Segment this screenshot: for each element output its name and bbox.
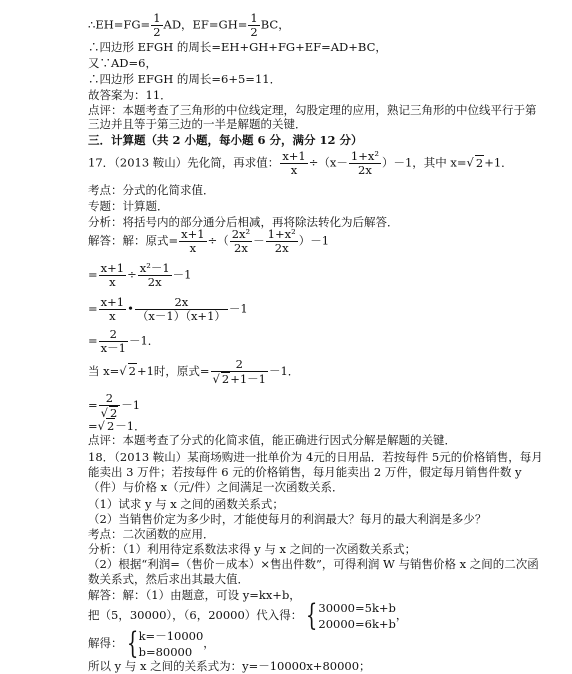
- denominator: x: [109, 275, 116, 289]
- solve-line: [88, 628, 215, 660]
- zhuanti-17: 专题：计算题．: [88, 199, 169, 213]
- fraction: [179, 228, 206, 255]
- numerator: 2: [211, 358, 268, 372]
- fraction: [151, 12, 162, 39]
- text: －1．: [128, 333, 160, 348]
- text: AD，EF=GH=: [163, 17, 248, 32]
- fraction: [211, 358, 268, 386]
- fraction: [99, 262, 126, 289]
- text: =: [88, 398, 98, 412]
- step-5: 当 x=√ 2+1时，原式= $\frac{2}{√ 2+1-1}$ －1．: [88, 357, 300, 386]
- denominator: √ 2: [100, 406, 118, 420]
- text: +1－1: [230, 372, 266, 386]
- numerator: 2x²: [231, 227, 251, 241]
- fraction: [280, 150, 307, 177]
- jieda-17: [88, 228, 329, 255]
- numerator: 1+x²: [350, 149, 379, 163]
- fraction: [99, 328, 128, 355]
- numerator: 2x: [135, 296, 228, 310]
- text: •: [127, 301, 134, 316]
- text: BC，: [260, 17, 290, 32]
- numerator: 2: [99, 328, 128, 342]
- line-perimeter: ∴四边形 EFGH 的周长=EH+GH+FG+EF=AD+BC，: [88, 40, 387, 54]
- question-18-part-1: （1）试求 y 与 x 之间的函数关系式；: [88, 497, 284, 511]
- denominator: 2: [250, 25, 258, 39]
- radicand: 2: [475, 155, 484, 170]
- text: ）－1，其中 x=: [381, 155, 467, 170]
- final-relation: 所以 y 与 x 之间的关系式为：y=－10000x+80000；: [88, 659, 371, 673]
- comment-2: 点评：本题考查了分式的化简求值，能正确进行因式分解是解题的关键．: [88, 433, 456, 447]
- text: －1: [228, 301, 248, 316]
- text: =: [88, 333, 98, 348]
- fraction: [99, 296, 126, 323]
- fenxi-18-2: （2）根据“利润=（售价－成本）×售出件数”，可得利润 W 与销售价格 x 之间的二次函数关系式，然后求出其最大值．: [88, 557, 539, 586]
- equation: 30000=5k+b: [318, 601, 396, 615]
- question-17: 17．（2013 鞍山）先化简，再求值： $\frac{x+1}{x}$ ÷（x－ $\frac{\text{1+x²}}{2x}$ ）－1，其中 x=√ 2+1．: [88, 149, 513, 177]
- line-eh-fg: [88, 12, 290, 39]
- denominator: 2x: [358, 163, 372, 177]
- text: 把（5，30000），（6，20000）代入得：: [88, 608, 303, 622]
- text: －1．: [115, 419, 146, 433]
- text: －1: [172, 267, 192, 282]
- fenxi-18-1: 分析：（1）利用待定系数法求得 y 与 x 之间的一次函数关系式；: [88, 542, 417, 556]
- numerator: 1+x²: [267, 227, 296, 241]
- numerator: x+1: [181, 227, 205, 241]
- fraction: [349, 150, 381, 177]
- text: －1: [121, 398, 141, 412]
- text: 17．（2013 鞍山）先化简，再求值：: [88, 155, 280, 170]
- denominator: x－1: [100, 341, 126, 355]
- left-brace: {: [126, 626, 138, 661]
- radicand: 2: [221, 372, 230, 386]
- step-3: [88, 296, 248, 323]
- denominator: x: [290, 163, 298, 177]
- line-ad: 又∵AD=6，: [88, 56, 157, 70]
- question-18: 18．（2013 鞍山）某商场购进一批单价为 4元的日用品．若按每件 5元的价格销售，每月能卖出 3 万件；若按每件 6 元的价格销售，每月能卖出 2 万件，假定每月销售件数 y（件）与价格 x（元/件）之间满足一次函数关系．: [88, 450, 543, 494]
- text: ÷: [127, 267, 137, 282]
- step-2: [88, 262, 191, 289]
- section-title: 三．计算题（共 2 小题，每小题 6 分，满分 12 分）: [88, 133, 363, 147]
- text: 解答：解：原式=: [88, 233, 179, 248]
- equation-system: [318, 600, 396, 632]
- line-perimeter-value: ∴四边形 EFGH 的周长=6+5=11．: [88, 72, 282, 86]
- radicand: 2: [109, 406, 118, 420]
- radicand: 2: [128, 364, 136, 378]
- fraction: [99, 392, 121, 420]
- fraction: [266, 228, 298, 255]
- denominator: x: [189, 241, 197, 255]
- fraction: [230, 228, 252, 255]
- equation-system: [139, 628, 204, 660]
- fenxi-17: 分析：将括号内的部分通分后相减，再将除法转化为后解答．: [88, 215, 399, 229]
- numerator: x+1: [282, 149, 306, 163]
- kaodian-18: 考点：二次函数的应用．: [88, 527, 215, 541]
- numerator: 2: [99, 392, 121, 406]
- text: 当 x=: [88, 364, 120, 378]
- text: +1．: [484, 155, 513, 170]
- step-4: [88, 328, 159, 355]
- kaodian-17: 考点：分式的化简求值．: [88, 183, 215, 197]
- numerator: x²－1: [139, 261, 170, 275]
- numerator: x+1: [100, 295, 125, 309]
- text: ）－1: [298, 233, 330, 248]
- text: ∴EH=FG=: [88, 17, 151, 32]
- numerator: 1: [153, 11, 161, 25]
- left-brace: {: [306, 598, 318, 633]
- text: =: [88, 267, 98, 282]
- denominator: 2x: [274, 241, 289, 255]
- question-18-part-2: （2）当销售价定为多少时，才能使每月的利润最大？每月的最大利润是多少？: [88, 512, 487, 526]
- fraction: [138, 262, 172, 289]
- equation: k=－10000: [138, 629, 204, 643]
- line-answer: 故答案为：11．: [88, 88, 172, 102]
- jieda-18: 解答：解：（1）由题意，可设 y=kx+b，: [88, 588, 301, 602]
- step-7: =√ 2－1．: [88, 419, 146, 433]
- text: ，: [395, 608, 408, 622]
- text: －1．: [268, 364, 300, 378]
- step-6: [88, 392, 140, 420]
- denominator: （x－1）（x+1）: [136, 309, 226, 323]
- equation: 20000=6k+b: [318, 617, 396, 631]
- denominator: 2x: [234, 241, 248, 255]
- fraction: [135, 296, 228, 323]
- text: +1时，原式=: [136, 364, 210, 378]
- text: ，: [203, 636, 215, 650]
- text: 解得：: [88, 636, 123, 650]
- numerator: 1: [250, 11, 258, 25]
- text: －: [253, 233, 265, 248]
- text: ÷（: [207, 233, 229, 248]
- denominator: 2x: [147, 275, 162, 289]
- radicand: 2: [106, 419, 115, 433]
- numerator: x+1: [100, 261, 125, 275]
- denominator: x: [109, 309, 116, 323]
- fraction: [248, 12, 259, 39]
- text: =: [88, 301, 98, 316]
- denominator: 2: [153, 25, 161, 39]
- denominator: √ 2+1－1: [212, 372, 266, 386]
- equation: b=80000: [138, 645, 193, 659]
- comment-1: 点评：本题考查了三角形的中位线定理，勾股定理的应用，熟记三角形的中位线平行于第三边并且等于第三边的一半是解题的关键．: [88, 103, 537, 131]
- text: =: [88, 419, 98, 433]
- text: ÷（x－: [308, 155, 348, 170]
